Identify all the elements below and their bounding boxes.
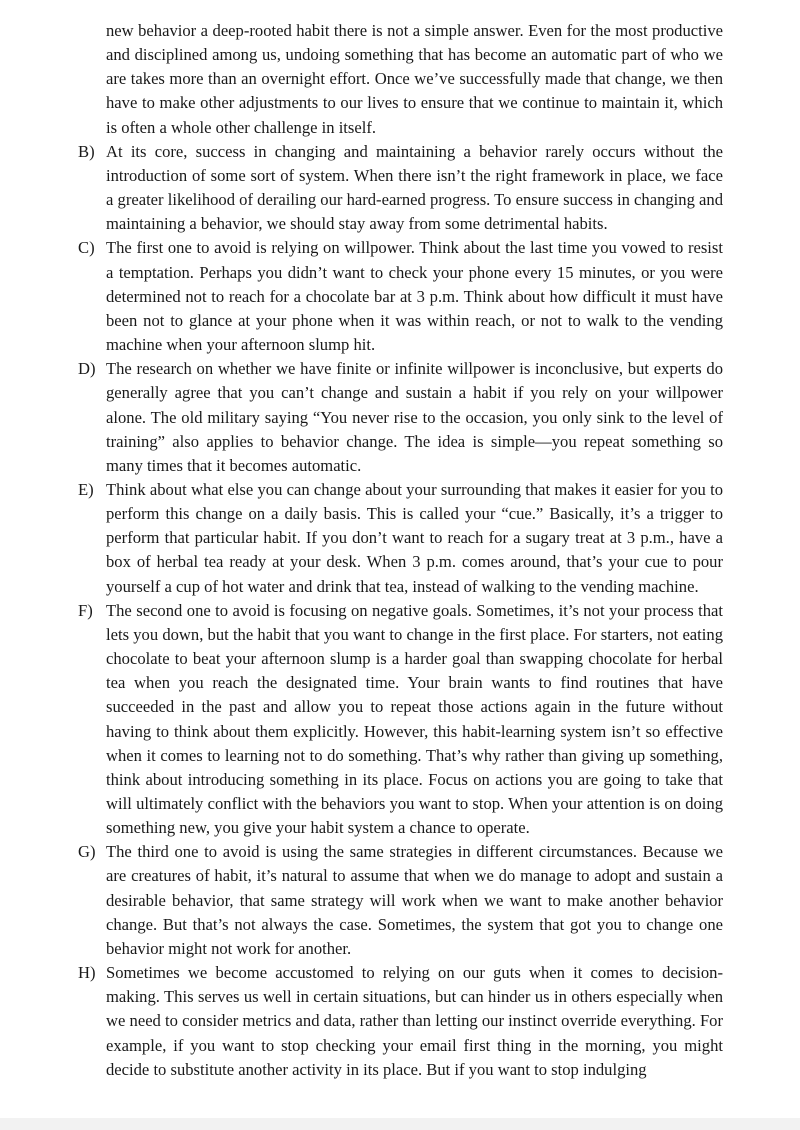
paragraph-h [0,961,723,1082]
paragraph-label: G) [78,842,96,862]
paragraph-label: H) [78,963,96,983]
paragraph-d [0,357,723,478]
paragraph-g [0,840,723,961]
paragraph-continuation: new behavior a deep-rooted habit there is not a simple answer. Even for the most productive and disciplined among us, undoing something that has become an automatic part of who we are takes more than an overnight effort. Once we’ve successfully made that change, we then have to make other adjustments to our lives to ensure that we continue to maintain it, which is often a whole other challenge in itself. [106,21,723,137]
paragraph-text: At its core, success in changing and maintaining a behavior rarely occurs without the introduction of some sort of system. When there isn’t the right framework in place, we face a greater likelihood of derailing our hard-earned progress. To ensure success in changing and maintaining a behavior, we should stay away from some detrimental habits. [106,141,723,234]
paragraph-text: The first one to avoid is relying on willpower. Think about the last time you vowed to resist a temptation. Perhaps you didn’t want to check your phone every 15 minutes, or you were determined not to reach for a chocolate bar at 3 p.m. Think about how difficult it must have been not to glance at your phone when it was within reach, or not to walk to the vending machine when your afternoon slump hit. [106,238,723,355]
paragraph-label: C) [78,238,95,258]
paragraph-f [0,599,723,841]
paragraph-c [0,236,723,357]
paragraph-text: The research on whether we have finite or infinite willpower is inconclusive, but experts do generally agree that you can’t change and sustain a habit if you rely on your willpower alone. The old military saying “You never rise to the occasion, you only sink to the level of training” also applies to behavior change. The idea is simple—you repeat something so many times that it becomes automatic. [106,359,723,475]
paragraph-e [0,478,723,599]
paragraph-text: The third one to avoid is using the same strategies in different circumstances. Because we are creatures of habit, it’s natural to assume that when we do manage to adopt and sustain a desirable behavior, that same strategy will work when we want to make another behavior change. But that’s not always the case. Sometimes, the system that got you to change one behavior might not work for another. [106,842,723,958]
paragraph-label: E) [78,479,94,499]
page-bottom-edge [0,1118,800,1130]
paragraph-text: Sometimes we become accustomed to relying on our guts when it comes to decision-making. This serves us well in certain situations, but can hinder us in others especially when we need to consider metrics and data, rather than letting our instinct override everything. For example, if you want to stop checking your email first thing in the morning, you might decide to substitute another activity in its place. But if you want to stop indulging [106,963,723,1079]
document-body [0,19,800,1082]
paragraph-label: D) [78,359,96,379]
paragraph-text: The second one to avoid is focusing on negative goals. Sometimes, it’s not your process that lets you down, but the habit that you want to change in the first place. For starters, not eating chocolate to beat your afternoon slump is a harder goal than swapping chocolate for herbal tea when you reach the designated time. Your brain wants to find routines that have succeeded in the past and allow you to repeat those actions again in the future without having to think about them explicitly. However, this habit-learning system isn’t so effective when it comes to learning not to do something. That’s why rather than giving up something, think about introducing something in its place. Focus on actions you are going to take that will ultimately conflict with the behaviors you want to stop. When your attention is on doing something new, you give your habit system a chance to operate. [106,600,723,838]
paragraph-label: F) [78,600,93,620]
paragraph-label: B) [78,141,95,161]
paragraph-text: Think about what else you can change about your surrounding that makes it easier for you to perform this change on a daily basis. This is called your “cue.” Basically, it’s a trigger to perform that particular habit. If you don’t want to reach for a sugary treat at 3 p.m., have a box of herbal tea ready at your desk. When 3 p.m. comes around, that’s your cue to pour yourself a cup of hot water and drink that tea, instead of walking to the vending machine. [106,479,723,596]
paragraph-b [0,140,723,237]
